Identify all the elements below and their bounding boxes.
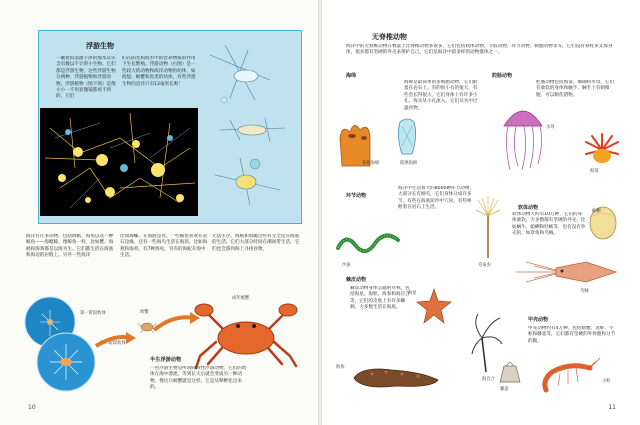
arthropod-heading: 甲壳动物 — [528, 317, 549, 323]
label-clam: 蛤蜊 — [592, 209, 601, 214]
label-jellyfish: 水母 — [546, 125, 555, 130]
plankton-microscope-image — [40, 108, 198, 216]
label-sea-anemone: 海葵 — [590, 169, 599, 174]
glass-sponge-image — [394, 116, 420, 156]
adult-crab-image — [194, 300, 300, 372]
sponge-heading: 海绵 — [346, 73, 357, 79]
squid-image — [516, 258, 626, 286]
label-sea-cucumber: 海参 — [336, 365, 345, 370]
label-ragworm: 沙蚕 — [342, 263, 351, 268]
label-stage1-larva: 第一阶段幼体 — [80, 311, 106, 316]
plankton-box-text-col2: 们在阳光和海水中的营养物质的作用下生长繁殖。浮游动物（右图）是一些较大的动物和海洋动物的幼体，如海蜇、螃蟹和鱼类的幼体。有些浮游生物的直径只有12毫米长呢！ — [122, 56, 196, 87]
label-squid: 乌贼 — [580, 289, 589, 294]
fanworm-image — [476, 196, 500, 260]
juvenile-crab-image — [138, 318, 156, 334]
label-starfish: 海星 — [408, 291, 417, 296]
echinoderm-heading: 棘皮动物 — [346, 277, 367, 283]
label-vase-sponge: 花瓶海绵 — [362, 161, 380, 166]
shrimp-image — [530, 358, 600, 394]
cnidarian-text: 腔肠动物包括海葵、珊瑚和水母，它们有柔软的身体和触手，触手上有刺细胞，可以刺伤猎物。 — [536, 80, 615, 98]
invertebrates-title: 无脊椎动物 — [372, 33, 407, 41]
worm-heading: 环节动物 — [346, 193, 367, 199]
label-glass-sponge: 玻璃海绵 — [400, 161, 418, 166]
plankton-box-title: 浮游生物 — [86, 42, 114, 50]
echinoderm-text: 棘皮动物身体呈辐射对称，包括海星、海胆、海参和海百合等，它们的皮肤上有许多棘刺，大多数生活在海底。 — [350, 286, 410, 311]
right-page — [322, 0, 640, 425]
body-text-col2: 比如海螺，在海底觅食，一些鲸鱼喜欢在岩石边缘，还有一些海鸟生活在海滨，比如海燕和海鸡，有7种海龟，另有的海蛇在海中生活。 — [120, 234, 208, 259]
sea-anemone-image — [584, 134, 620, 164]
sponge-text: 海绵是最简单的多细胞动物，它们附着在岩石上。有的很小有的很大，有些会长得很大，它们身体上有许多小孔，海水从小孔流入，它们从水中过滤食物。 — [404, 80, 478, 111]
larva-text: 一些浮游生物是所谓阶段性浮游动物。它们的幼体在海中漂流，等到长大后就会变成另一种动物，像这只螃蟹就是这样，它是从卵孵化出来的。 — [150, 366, 247, 391]
starfish-image — [416, 288, 452, 324]
cnidarian-heading: 腔肠动物 — [492, 73, 513, 79]
mollusc-text: 软体动物大约有10万种，它们的身体柔软，大多数都有坚硬的外壳，比如蜗牛、蛤蜊和牡蛎等，也有没有外壳的，如章鱼和乌贼。 — [512, 212, 586, 237]
sea-cucumber-image — [352, 362, 440, 392]
label-stage2-larva: 第二阶段幼体 — [100, 341, 126, 346]
plankton-box-text-col1: 一碗看似清澈干净的海水其实含有数以千计的小生物。它们都是浮游生物，这些浮游生物分两种，浮游植物和浮游动物。浮游植物（图下图）是像小小一不用显微镜都看不到的，它们 — [56, 56, 116, 100]
page-number-right: 11 — [608, 404, 616, 411]
body-text-col3: 无法生存。海蛞和海鳃这些有完全适应海底的生活，它们大部分时间在潮间带生活，它们也会游到海上寻找食物。 — [212, 234, 300, 252]
ragworm-image — [336, 228, 400, 258]
zooplankton-illustration — [200, 40, 298, 218]
jellyfish-image — [500, 104, 546, 172]
label-adult-crab: 成年螃蟹 — [232, 296, 250, 301]
worm-text: 海洋中生活着大约8000种环节动物，大部分长有刚毛，它们身体分成许多节，有些在海底泥沙中穴居，有些则附着在岩石上生活。 — [398, 186, 474, 211]
label-shrimp: 小虾 — [602, 379, 611, 384]
label-fanworm: 毛扇虫 — [478, 263, 491, 268]
left-page — [0, 0, 318, 425]
crab-larva-stage2-image — [36, 332, 96, 392]
mollusc-heading: 软体动物 — [518, 205, 539, 211]
page-number-left: 10 — [28, 404, 36, 411]
label-sea-lily: 海百合 — [482, 377, 495, 382]
subtitle-larva: 半生浮游动物 — [150, 357, 182, 363]
invertebrates-intro: 海洋中的无脊椎动物在数量上比脊椎动物多很多，它们包括软体动物、节肢动物、环节动物、刺胞动物等等，它们没有脊柱来支撑身体，很多都有坚硬的外壳来保护自己。它们是海洋中最多样的动物群体之一。 — [346, 44, 613, 56]
body-text-col1: 海洋有许多动物，包括海蛞、海龟以及一种鲸鱼——海鳃鲸。像鲸鱼一样，比如蟹、海鸥和海葵都是以海为生。它们都生活在海底和海边的岩缝上。另外一些海洋 — [26, 234, 114, 259]
label-juvenile-crab: 幼蟹 — [140, 310, 149, 315]
label-barnacle: 藤壶 — [500, 387, 509, 392]
barnacle-image — [498, 362, 522, 384]
arthropod-text: 甲壳动物约有4万种，包括螃蟹、龙虾、小虾和藤壶等，它们都有坚硬的外骨骼和分节的腿。 — [528, 326, 616, 344]
